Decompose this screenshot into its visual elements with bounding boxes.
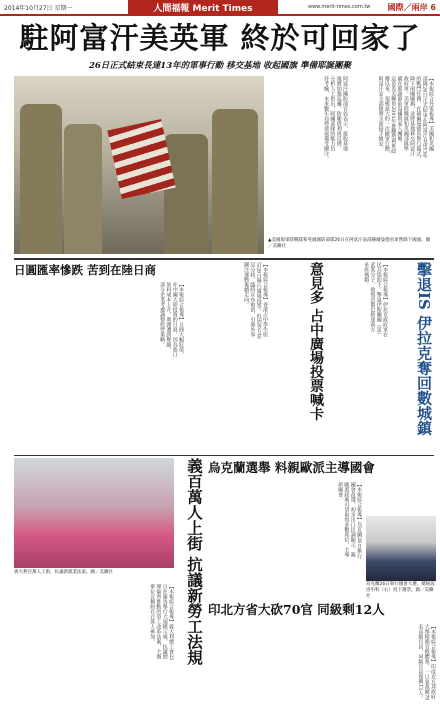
isis-headline: 擊退IS 伊拉克奪回數城鎮 — [415, 262, 433, 436]
italy-story-text: 【本報綜合報導】義大利總工會25 日在羅馬舉行大規模示威，抗議總 理倫齊推動的勞工改革法案，主辦 單位宣稱約有百萬人參加。 — [149, 584, 174, 661]
italy-protest-photo — [14, 458, 174, 568]
main-headline: 駐阿富汗美英軍 終於可回家了 — [19, 21, 421, 55]
japan-story-text: 【本報綜合報導】日圓大幅貶值， 在中國大陸投資的日商，因為進口 原料成本上升，利潤遭到壓縮， 部分企業考慮調整經營策略。 — [159, 282, 184, 357]
india-story-text: 【本報綜合報導】印度北方邦政府 大舉精簡官僚體系，一口氣裁撤70 名高級官員，同級官員僅剩12人。 — [417, 624, 436, 701]
main-subhead: 26日正式結束長達13年的軍事行動 移交基地 收起國旗 準備耶誕團聚 — [88, 61, 352, 71]
lead-photo — [14, 76, 264, 254]
isis-story-text: 【本報綜合報導】伊拉克政府軍在 民兵協助下，擊退伊斯蘭國（IS） 武裝分子，收復首都巴格達南方 多座城鎮。 — [363, 262, 388, 338]
page-header — [0, 0, 440, 16]
website-url: www.merit-times.com.tw — [308, 4, 371, 10]
italy-photo-caption: 義大利百萬人上街，抗議新就業法案。圖／美聯社 — [14, 570, 113, 575]
ukraine-story-text: 【本報綜合報導】烏克蘭26日舉行 國會改選，初步出口民調顯示，親 歐派政黨可望取得多數席位，主導 新國會。 — [337, 482, 362, 559]
issue-date: 2014年10月27日 星期一 — [4, 4, 73, 12]
soldier-figure — [64, 124, 102, 254]
section-divider — [14, 455, 434, 456]
hk-headline: 意見多 占中廣場投票喊卡 — [308, 262, 324, 421]
soldier-figure — [164, 134, 208, 254]
ukraine-headline: 烏克蘭選舉 料親歐派主導國會 — [208, 460, 375, 475]
ukraine-vote-photo — [366, 516, 436, 581]
soldier-figure — [212, 109, 258, 254]
lead-story-text-right: 【本報綜合外電報導】美國和英國 部隊26日正式結束在阿富汗長達13年 的戰鬥任務，在赫爾曼德省舉行儀式， 降下兩國國旗，並將基地移交阿富汗 政府軍。美軍陸戰隊和英國部隊準 備在耶誕節前返國與家人團聚。 這是英美聯軍2001年推翻塔利班政 權以來，規模最大的一次撤軍行動， 阿富汗安全部隊將全面接手維安。 — [377, 76, 434, 161]
soldier-figure — [20, 104, 62, 254]
masthead-logo: 人間福報 Merit Times — [128, 0, 278, 14]
lead-photo-caption: ▲美國海軍陸戰隊和英國國防部隊26日在阿富汗南部赫爾曼德省軍營降下國旗。圖／美聯社 — [268, 238, 431, 249]
section-divider — [14, 258, 434, 260]
page-number: 6 — [430, 3, 436, 12]
india-headline: 印北方省大砍70官 同級剩12人 — [208, 602, 385, 617]
ukraine-photo-caption: 烏克蘭26日舉行國會大選，總統波洛申科（右）投下選票。圖／美聯社 — [366, 582, 435, 599]
japan-headline: 日圓匯率慘跌 苦到在陸日商 — [14, 263, 157, 277]
italy-headline: 義百萬人上街 抗議新勞工法規 — [185, 458, 204, 665]
hk-story-text: 【本報綜合報導】香港占中學生原 訂26日舉行廣場投票，但因各方意 見分歧，臨時宣布取消，引發外界 關注運動後續走向。 — [243, 262, 268, 339]
section-name: 國際／兩岸 6 — [387, 3, 436, 12]
lead-story-text-mid: 阿富汗國防部官員表示，接收基地 後將加強巡邏，防範塔利班反撲。 分析人士指出，阿國部隊的能力仍 待考驗，未來數年局勢發展備受關注。 — [323, 76, 348, 161]
flag-image — [107, 119, 175, 199]
